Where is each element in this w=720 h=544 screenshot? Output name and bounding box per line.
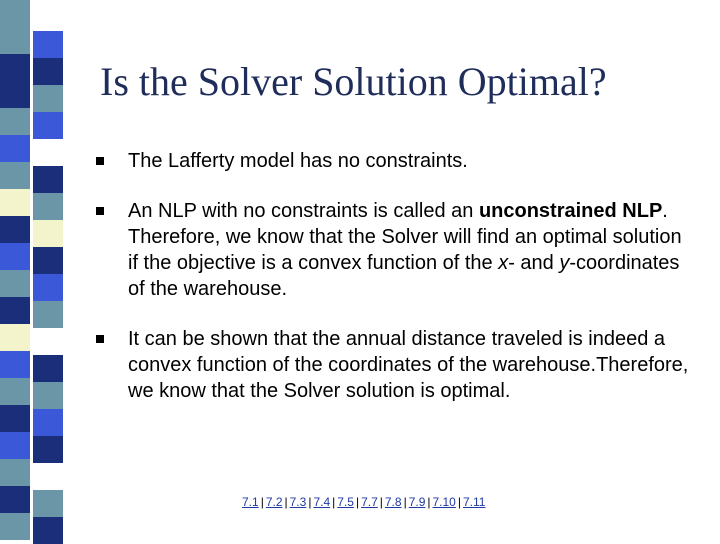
bullet-text: It can be shown that the annual distance traveled is indeed a convex function of the coordinates of the warehouse.Therefore, we know that the Solver solution is optimal. — [128, 328, 689, 402]
nav-separator: | — [379, 495, 383, 509]
decorative-block — [0, 513, 30, 540]
section-nav — [242, 495, 485, 509]
decorative-block — [33, 382, 63, 409]
decorative-block — [0, 351, 30, 378]
nav-separator: | — [355, 495, 360, 509]
bullet-italic-y: y — [559, 252, 570, 274]
decorative-block — [33, 436, 63, 463]
decorative-block — [33, 193, 63, 220]
decorative-block — [33, 85, 63, 112]
nav-link-7-7[interactable]: 7.7 — [361, 495, 378, 509]
decorative-block — [0, 243, 30, 270]
decorative-block — [0, 324, 30, 351]
slide-title: Is the Solver Solution Optimal? — [100, 59, 607, 104]
square-bullet-icon — [96, 335, 104, 343]
decorative-block — [0, 378, 30, 405]
decorative-block — [33, 328, 63, 355]
decorative-block — [0, 270, 30, 297]
nav-link-7-2[interactable]: 7.2 — [265, 495, 283, 509]
decorative-block — [0, 486, 30, 513]
bullet-list — [96, 148, 696, 404]
decorative-block — [33, 4, 63, 31]
decorative-block — [0, 108, 30, 135]
bullet-text-part: -coordinates of the warehouse. — [128, 252, 680, 300]
decorative-block — [33, 166, 63, 193]
decorative-block — [0, 405, 30, 432]
decorative-block — [33, 301, 63, 328]
decorative-block — [0, 27, 30, 54]
bullet-item — [96, 198, 696, 302]
nav-separator: | — [308, 495, 312, 509]
nav-link-7-1[interactable]: 7.1 — [242, 495, 259, 509]
bullet-item — [96, 148, 696, 174]
decorative-block — [0, 216, 30, 243]
nav-separator: | — [427, 495, 431, 509]
nav-link-7-11[interactable]: 7.11 — [462, 495, 486, 509]
bullet-text-part: . Therefore, we know that the Solver will find an optimal solution if the objective is a convex function of the — [128, 200, 682, 274]
bullet-item — [96, 326, 696, 404]
decorative-block — [0, 189, 30, 216]
decorative-block — [33, 31, 63, 58]
bullet-text-part: - and — [508, 252, 560, 274]
nav-separator: | — [284, 495, 288, 509]
decorative-block — [33, 355, 63, 382]
decorative-block — [33, 139, 63, 166]
decorative-block — [33, 247, 63, 274]
nav-separator: | — [332, 495, 336, 509]
decorative-block — [33, 463, 63, 490]
bullet-italic-x: x — [498, 252, 509, 274]
decorative-block — [0, 0, 30, 27]
decorative-block — [33, 112, 63, 139]
bullet-text-part: An NLP with no constraints is called an — [128, 200, 479, 222]
decorative-block-strip — [0, 0, 65, 540]
decorative-block — [33, 274, 63, 301]
decorative-block — [33, 58, 63, 85]
decorative-block — [0, 135, 30, 162]
decorative-block — [0, 54, 30, 81]
nav-link-7-4[interactable]: 7.4 — [313, 495, 331, 509]
square-bullet-icon — [96, 157, 104, 165]
bullet-text: The Lafferty model has no constraints. — [128, 150, 468, 172]
nav-link-7-10[interactable]: 7.10 — [432, 495, 456, 509]
decorative-block — [0, 297, 30, 324]
decorative-block — [33, 490, 63, 517]
square-bullet-icon — [96, 207, 104, 215]
decorative-block — [0, 459, 30, 486]
nav-separator: | — [260, 495, 264, 509]
nav-separator: | — [457, 495, 461, 509]
nav-link-7-9[interactable]: 7.9 — [408, 495, 426, 509]
nav-link-7-8[interactable]: 7.8 — [384, 495, 402, 509]
nav-link-7-5[interactable]: 7.5 — [337, 495, 354, 509]
decorative-block — [0, 432, 30, 459]
nav-separator: | — [403, 495, 407, 509]
decorative-block — [0, 81, 30, 108]
bullet-bold-term: unconstrained NLP — [478, 200, 663, 222]
nav-link-7-3[interactable]: 7.3 — [289, 495, 307, 509]
decorative-block — [33, 409, 63, 436]
decorative-block — [33, 220, 63, 247]
decorative-block — [0, 162, 30, 189]
